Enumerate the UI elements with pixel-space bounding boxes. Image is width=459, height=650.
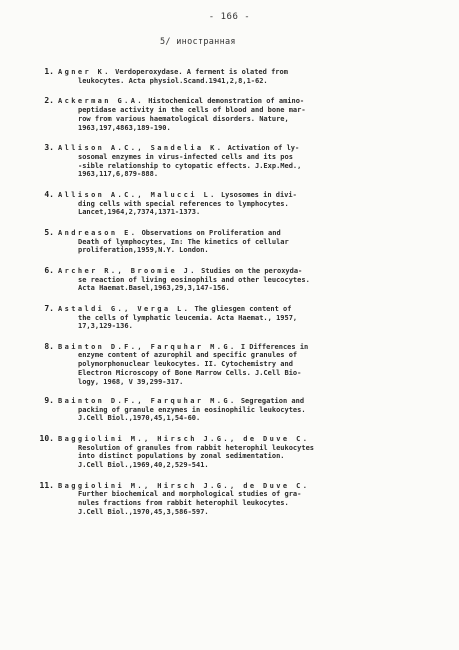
reference-author: Baggiolini M., Hirsch J.G., de Duve C. xyxy=(58,434,310,443)
reference-first-line xyxy=(58,191,430,200)
reference-text: nules fractions from rabbit heterophil leukocytes. xyxy=(78,499,289,508)
reference-number: 6. xyxy=(44,265,54,275)
reference-body xyxy=(58,343,430,387)
reference-text: the cells of lymphatic leucemia. Acta Haemat., 1957, xyxy=(78,313,298,322)
reference-item xyxy=(30,397,430,423)
reference-number: 9. xyxy=(44,395,54,405)
reference-body xyxy=(58,305,430,331)
reference-text: packing of granule enzymes in eosinophilic leukocytes. xyxy=(78,405,306,414)
reference-author: Andreason E. xyxy=(58,228,138,237)
page-number: - 166 - xyxy=(208,12,251,22)
reference-text: Studies on the peroxyda- xyxy=(201,266,303,275)
reference-text: I Differences in xyxy=(240,342,309,351)
reference-item xyxy=(30,343,430,387)
reference-text: row from various haematological disorders. Nature, xyxy=(78,114,289,123)
reference-first-line xyxy=(58,97,430,106)
reference-text: leukocytes. Acta physiol.Scand.1941,2,8,1-62. xyxy=(78,76,268,85)
reference-item xyxy=(30,191,430,217)
reference-body xyxy=(58,191,430,217)
reference-item xyxy=(30,305,430,331)
reference-text: polymorphonuclear leukocytes. II. Cytochemistry and xyxy=(78,360,293,369)
reference-text: The gliesgen content of xyxy=(194,304,292,313)
reference-first-line xyxy=(58,435,430,444)
reference-item xyxy=(30,97,430,132)
reference-author: Astaldi G., Verga L. xyxy=(58,304,191,313)
reference-item xyxy=(30,229,430,255)
reference-body xyxy=(58,97,430,132)
reference-text: J.Cell Biol.,1970,45,1,54-60. xyxy=(78,414,201,423)
reference-item xyxy=(30,68,430,86)
reference-text: Lysosomes in divi- xyxy=(220,190,297,199)
reference-text: logy, 1968, V 39,299-317. xyxy=(78,377,184,386)
reference-text: 1963,197,4863,189-190. xyxy=(78,123,171,132)
reference-text: into distinct populations by zonal sedimentation. xyxy=(78,452,285,461)
reference-text: Histochemical demonstration of amino- xyxy=(148,97,305,106)
reference-body xyxy=(58,267,430,293)
reference-item xyxy=(30,144,430,179)
reference-first-line xyxy=(58,482,430,491)
reference-text: 17,3,129-136. xyxy=(78,322,133,331)
reference-item xyxy=(30,482,430,517)
reference-first-line xyxy=(58,229,430,238)
reference-text: Segregation and xyxy=(240,396,305,405)
reference-text: Verdoperoxydase. A ferment is olated from xyxy=(115,68,288,76)
reference-author: Archer R., Broomie J. xyxy=(58,266,197,275)
reference-text: Resolution of granules from rabbit heterophil leukocytes xyxy=(78,443,315,452)
reference-text: Acta Haemat.Basel,1963,29,3,147-156. xyxy=(78,284,230,293)
reference-text: J.Cell Biol.,1970,45,3,586-597. xyxy=(78,508,209,517)
reference-item xyxy=(30,267,430,293)
reference-body xyxy=(58,435,430,470)
reference-first-line xyxy=(58,267,430,276)
reference-body xyxy=(58,144,430,179)
reference-body xyxy=(58,68,430,86)
reference-first-line xyxy=(58,397,430,406)
reference-text: enzyme content of azurophil and specific granules of xyxy=(78,351,298,360)
reference-text: proliferation,1959,N.Y. London. xyxy=(78,246,209,255)
reference-text: peptidase activity in the cells of blood and bone mar- xyxy=(78,105,306,114)
reference-text: J.Cell Biol.,1969,40,2,529-541. xyxy=(78,461,209,470)
reference-first-line xyxy=(58,144,430,153)
reference-text: Death of lymphocytes, In: The kinetics of cellular xyxy=(78,237,289,246)
reference-text: -sible relationship to cytopatic effects. J.Exp.Med., xyxy=(78,161,302,170)
reference-number: 7. xyxy=(44,303,54,313)
reference-text: ding cells with special references to lymphocytes. xyxy=(78,199,289,208)
reference-number: 5. xyxy=(44,227,54,237)
reference-first-line xyxy=(58,343,430,352)
reference-number: 4. xyxy=(44,189,54,199)
reference-body xyxy=(58,482,430,517)
reference-body xyxy=(58,229,430,255)
reference-author: Bainton D.F., Farquhar M.G. xyxy=(58,396,237,405)
reference-text: Further biochemical and morphological studies of gra- xyxy=(78,490,302,499)
reference-text: sosomal enzymes in virus-infected cells and its pos xyxy=(78,152,293,161)
section-heading: 5/ иностранная xyxy=(160,37,236,47)
reference-text: se reaction of living eosinophils and other leucocytes. xyxy=(78,275,310,284)
reference-text: 1963,117,6,879-888. xyxy=(78,170,159,179)
reference-body xyxy=(58,397,430,423)
reference-list xyxy=(30,68,430,528)
reference-author: Bainton D.F., Farquhar M.G. xyxy=(58,342,237,351)
reference-text: Activation of ly- xyxy=(227,143,300,152)
reference-author: Allison A.C., Sandelia K. xyxy=(58,143,224,152)
reference-author: Baggiolini M., Hirsch J.G., de Duve C. xyxy=(58,481,310,490)
reference-number: 3. xyxy=(44,142,54,152)
reference-number: 10. xyxy=(39,433,54,443)
reference-number: 8. xyxy=(44,341,54,351)
reference-first-line xyxy=(58,305,430,314)
reference-author: Allison A.C., Malucci L. xyxy=(58,190,217,199)
reference-number: 1. xyxy=(44,67,54,76)
reference-text: Electron Microscopy of Bone Marrow Cells. J.Cell Bio- xyxy=(78,369,302,378)
reference-item xyxy=(30,435,430,470)
reference-number: 11. xyxy=(39,480,54,490)
reference-text: Observations on Proliferation and xyxy=(141,228,281,237)
reference-author: Ackerman G.A. xyxy=(58,97,144,106)
reference-text: Lancet,1964,2,7374,1371-1373. xyxy=(78,208,201,217)
reference-author: Agner K. xyxy=(58,68,111,76)
reference-number: 2. xyxy=(44,96,54,106)
reference-first-line xyxy=(58,68,430,77)
